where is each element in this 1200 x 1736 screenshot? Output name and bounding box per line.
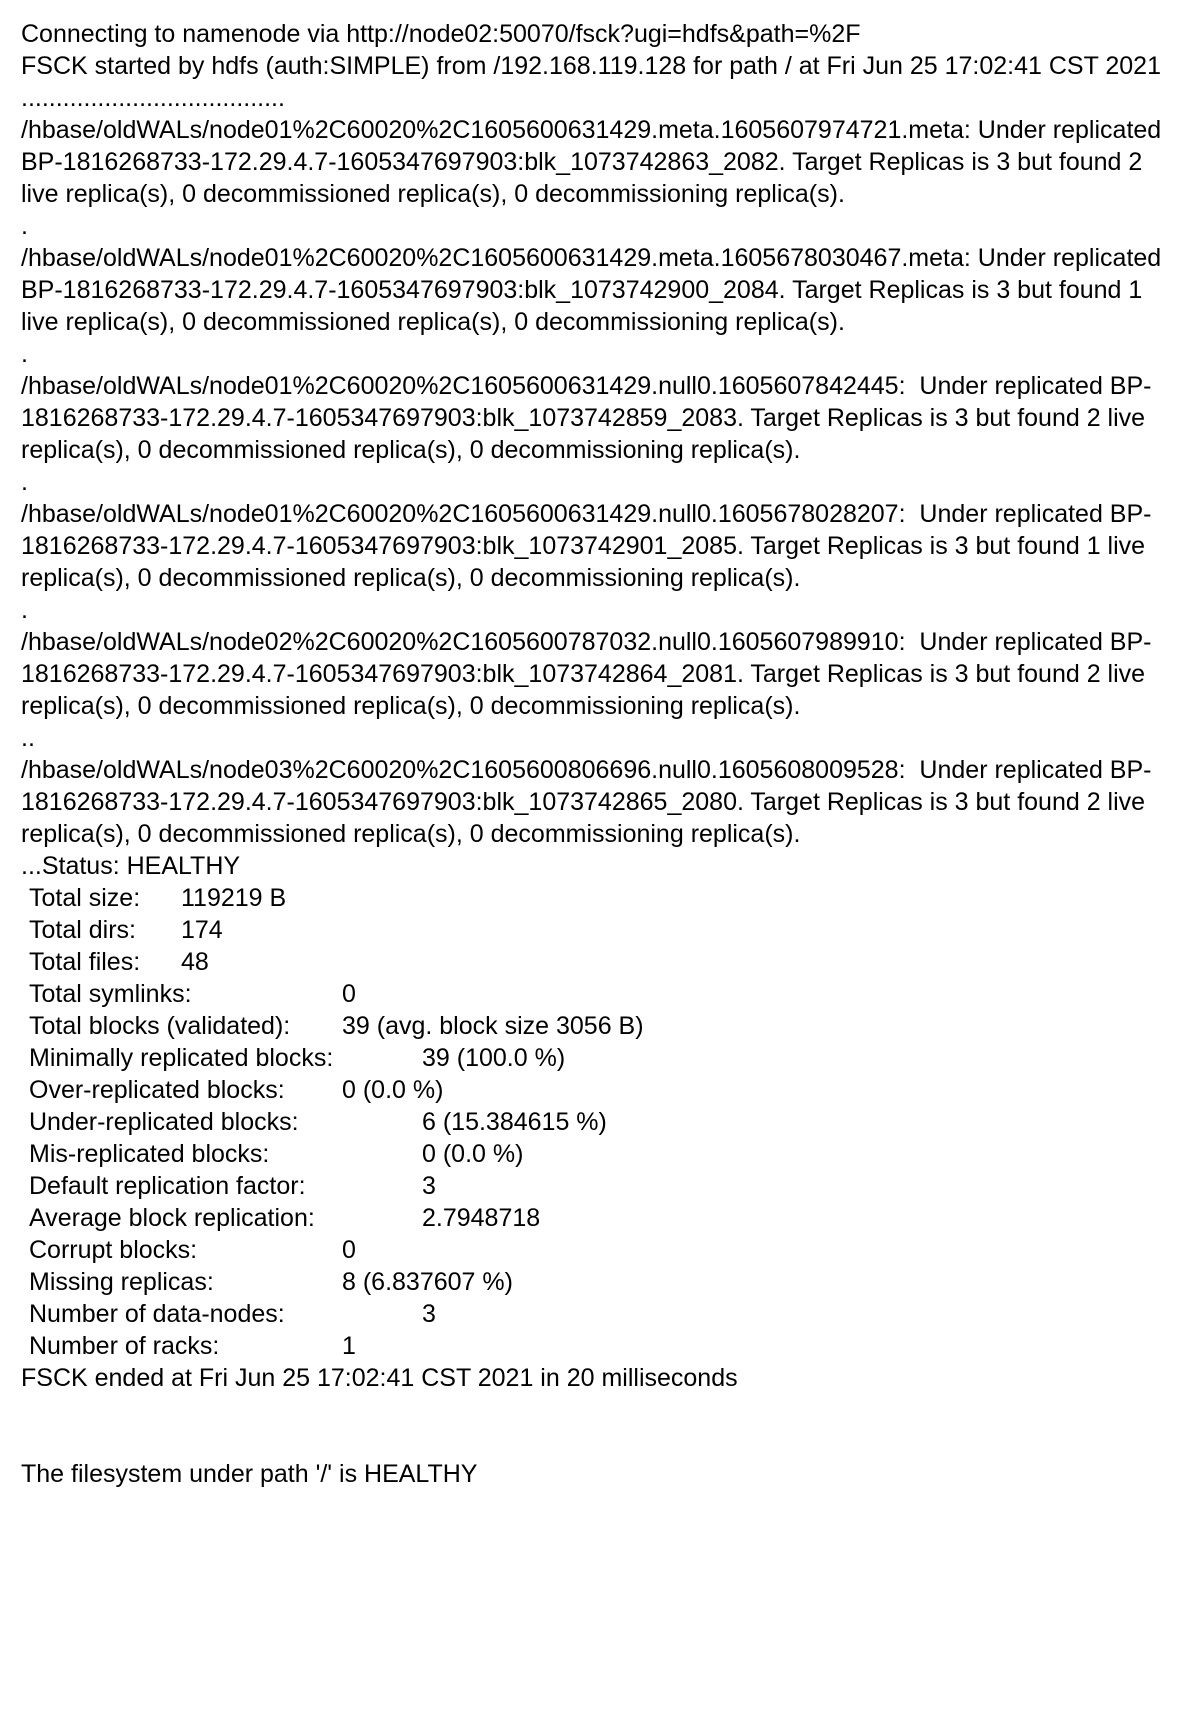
summary-row bbox=[21, 1234, 1181, 1266]
summary-value: 3 bbox=[422, 1172, 436, 1200]
summary-row bbox=[21, 946, 1181, 978]
summary-value: 6 (15.384615 %) bbox=[422, 1108, 607, 1136]
summary-label: Corrupt blocks: bbox=[29, 1236, 198, 1264]
summary-row bbox=[21, 1074, 1181, 1106]
entry-text: /hbase/oldWALs/node03%2C60020%2C1605600806696.null0.1605608009528: Under replicated BP-1816268733-172.29.4.7-1605347697903:blk_1073742865_2080. Target Replicas is 3 but found 2 live replica(s), 0 decommissioned replica(s), 0 decommissioning replica(s). bbox=[21, 756, 1153, 848]
entry-text: /hbase/oldWALs/node01%2C60020%2C1605600631429.null0.1605678028207: Under replicated BP-1816268733-172.29.4.7-1605347697903:blk_1073742901_2085. Target Replicas is 3 but found 1 live replica(s), 0 decommissioned replica(s), 0 decommissioning replica(s). bbox=[21, 500, 1153, 592]
under-replicated-entry bbox=[21, 114, 1181, 210]
fsck-output bbox=[21, 18, 1181, 1490]
summary-value: 1 bbox=[342, 1332, 356, 1360]
summary-row bbox=[21, 1170, 1181, 1202]
summary-value: 3 bbox=[422, 1300, 436, 1328]
started-line: FSCK started by hdfs (auth:SIMPLE) from /192.168.119.128 for path / at Fri Jun 25 17:02:41 CST 2021 bbox=[21, 52, 1161, 80]
summary-row bbox=[21, 1298, 1181, 1330]
summary-value: 2.7948718 bbox=[422, 1204, 541, 1232]
summary-row bbox=[21, 1042, 1181, 1074]
summary-label: Under-replicated blocks: bbox=[29, 1108, 299, 1136]
summary-label: Number of data-nodes: bbox=[29, 1300, 285, 1328]
status-line: ...Status: HEALTHY bbox=[21, 852, 241, 880]
summary-row bbox=[21, 1202, 1181, 1234]
summary-row bbox=[21, 1138, 1181, 1170]
entry-text: /hbase/oldWALs/node01%2C60020%2C1605600631429.meta.1605607974721.meta: Under replicated BP-1816268733-172.29.4.7-1605347697903:blk_1073742863_2082. Target Replicas is 3 but found 2 live replica(s), 0 decommissioned replica(s), 0 decommissioning replica(s). bbox=[21, 116, 1169, 208]
summary-label: Missing replicas: bbox=[29, 1268, 214, 1296]
under-replicated-entry bbox=[21, 338, 1181, 466]
summary-label: Over-replicated blocks: bbox=[29, 1076, 285, 1104]
summary-row bbox=[21, 1106, 1181, 1138]
summary-label: Number of racks: bbox=[29, 1332, 220, 1360]
summary-value: 0 (0.0 %) bbox=[342, 1076, 444, 1104]
summary-label: Total size: bbox=[29, 884, 141, 912]
summary-label: Mis-replicated blocks: bbox=[29, 1140, 270, 1168]
summary-label: Total files: bbox=[29, 948, 141, 976]
summary-row bbox=[21, 914, 1181, 946]
under-replicated-entry bbox=[21, 722, 1181, 850]
summary-row bbox=[21, 1010, 1181, 1042]
entry-dots: . bbox=[21, 468, 28, 496]
summary-value: 8 (6.837607 %) bbox=[342, 1268, 513, 1296]
under-replicated-entry bbox=[21, 594, 1181, 722]
summary-value: 174 bbox=[181, 916, 223, 944]
summary-label: Average block replication: bbox=[29, 1204, 315, 1232]
connect-line: Connecting to namenode via http://node02:50070/fsck?ugi=hdfs&path=%2F bbox=[21, 20, 861, 48]
summary-label: Total dirs: bbox=[29, 916, 136, 944]
summary-value: 39 (100.0 %) bbox=[422, 1044, 566, 1072]
final-status-line: The filesystem under path '/' is HEALTHY bbox=[21, 1460, 478, 1488]
entry-dots: .. bbox=[21, 724, 35, 752]
entry-dots: . bbox=[21, 596, 28, 624]
under-replicated-entry bbox=[21, 210, 1181, 338]
under-replicated-entry bbox=[21, 466, 1181, 594]
entry-dots: . bbox=[21, 212, 28, 240]
summary-block bbox=[21, 882, 1181, 1362]
entry-text: /hbase/oldWALs/node01%2C60020%2C1605600631429.meta.1605678030467.meta: Under replicated BP-1816268733-172.29.4.7-1605347697903:blk_1073742900_2084. Target Replicas is 3 but found 1 live replica(s), 0 decommissioned replica(s), 0 decommissioning replica(s). bbox=[21, 244, 1169, 336]
summary-label: Total symlinks: bbox=[29, 980, 192, 1008]
summary-label: Total blocks (validated): bbox=[29, 1012, 291, 1040]
summary-row bbox=[21, 1330, 1181, 1362]
summary-value: 0 bbox=[342, 980, 356, 1008]
progress-dots: ...................................... bbox=[21, 84, 285, 112]
summary-value: 0 bbox=[342, 1236, 356, 1264]
entry-text: /hbase/oldWALs/node02%2C60020%2C1605600787032.null0.1605607989910: Under replicated BP-1816268733-172.29.4.7-1605347697903:blk_1073742864_2081. Target Replicas is 3 but found 2 live replica(s), 0 decommissioned replica(s), 0 decommissioning replica(s). bbox=[21, 628, 1153, 720]
summary-label: Minimally replicated blocks: bbox=[29, 1044, 334, 1072]
entry-dots: . bbox=[21, 340, 28, 368]
summary-value: 39 (avg. block size 3056 B) bbox=[342, 1012, 644, 1040]
summary-row bbox=[21, 978, 1181, 1010]
ended-line: FSCK ended at Fri Jun 25 17:02:41 CST 2021 in 20 milliseconds bbox=[21, 1364, 738, 1392]
summary-row bbox=[21, 1266, 1181, 1298]
summary-value: 48 bbox=[181, 948, 209, 976]
summary-value: 0 (0.0 %) bbox=[422, 1140, 524, 1168]
spacer bbox=[21, 1426, 1181, 1458]
summary-label: Default replication factor: bbox=[29, 1172, 306, 1200]
summary-value: 119219 B bbox=[181, 884, 287, 912]
spacer bbox=[21, 1394, 1181, 1426]
entry-text: /hbase/oldWALs/node01%2C60020%2C1605600631429.null0.1605607842445: Under replicated BP-1816268733-172.29.4.7-1605347697903:blk_1073742859_2083. Target Replicas is 3 but found 2 live replica(s), 0 decommissioned replica(s), 0 decommissioning replica(s). bbox=[21, 372, 1153, 464]
summary-row bbox=[21, 882, 1181, 914]
